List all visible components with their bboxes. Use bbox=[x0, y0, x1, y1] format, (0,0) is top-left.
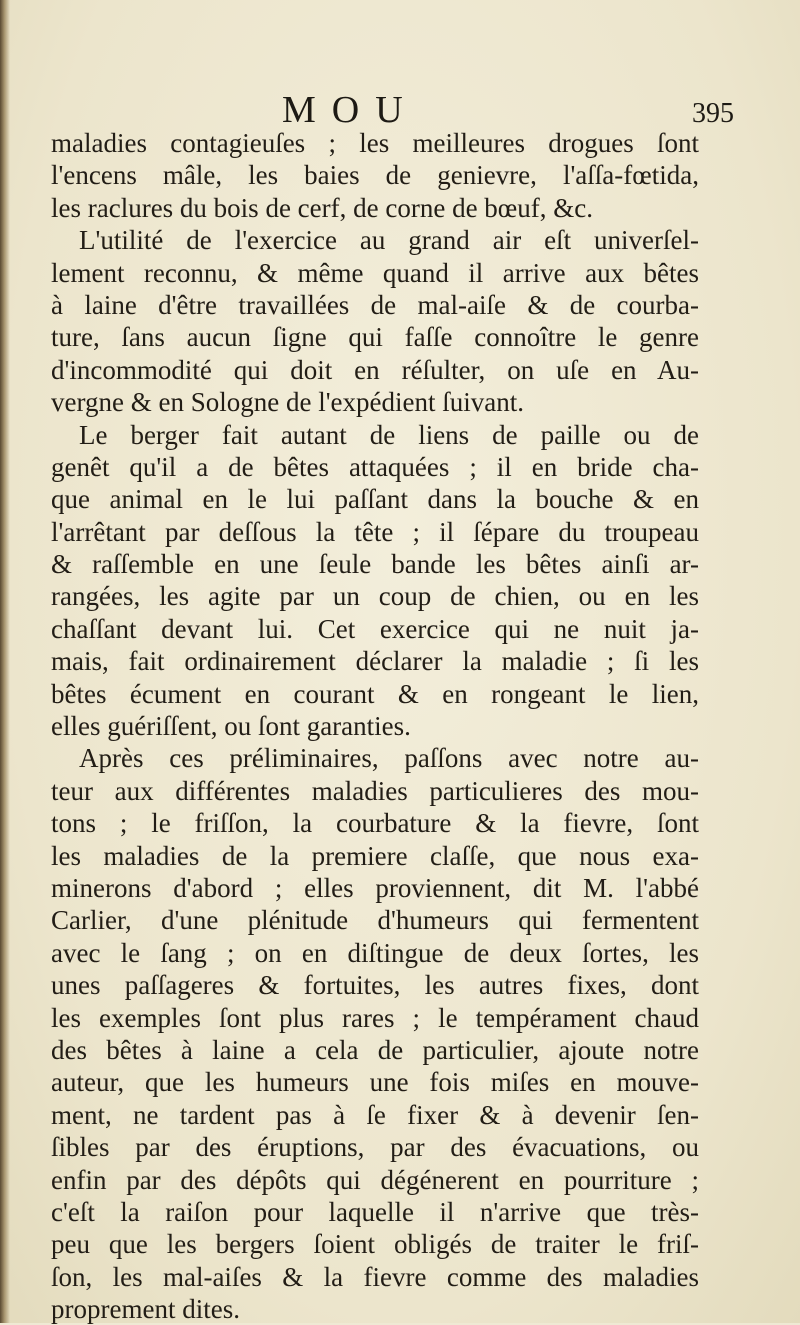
text-line: l'encens mâle, les baies de genievre, l'aſſa-fœtida, bbox=[51, 160, 699, 191]
paragraph bbox=[51, 742, 699, 1325]
text-line: ment, ne tardent pas à ſe fixer & à devenir ſen- bbox=[51, 1099, 699, 1130]
page-binding-edge bbox=[0, 0, 10, 1323]
text-line: bêtes écument en courant & en rongeant le lien, bbox=[51, 678, 699, 709]
text-line: mais, fait ordinairement déclarer la maladie ; ſi les bbox=[51, 646, 699, 677]
text-line: vergne & en Sologne de l'expédient ſuivant. bbox=[51, 387, 525, 418]
text-line: des bêtes à laine a cela de particulier, ajoute notre bbox=[51, 1034, 699, 1065]
text-line: Le berger fait autant de liens de paille ou de bbox=[79, 419, 699, 450]
text-line: c'eſt la raiſon pour laquelle il n'arrive que très- bbox=[51, 1196, 699, 1227]
text-line: lement reconnu, & même quand il arrive aux bêtes bbox=[51, 257, 699, 288]
text-line: genêt qu'il a de bêtes attaquées ; il en bride cha- bbox=[51, 451, 699, 482]
page-number: 395 bbox=[692, 98, 734, 129]
text-line: les exemples ſont plus rares ; le tempérament chaud bbox=[51, 1002, 699, 1033]
text-line: rangées, les agite par un coup de chien, ou en les bbox=[51, 581, 699, 612]
text-line: d'incommodité qui doit en réſulter, on uſe en Au- bbox=[51, 354, 699, 385]
text-line: chaſſant devant lui. Cet exercice qui ne nuit ja- bbox=[51, 613, 699, 644]
text-line: elles guériſſent, ou ſont garanties. bbox=[51, 711, 411, 742]
text-line: ſibles par des éruptions, par des évacuations, ou bbox=[51, 1132, 699, 1163]
text-line: les raclures du bois de cerf, de corne de bœuf, &c. bbox=[51, 192, 594, 223]
text-line: Carlier, d'une plénitude d'humeurs qui fermentent bbox=[51, 905, 699, 936]
body-text bbox=[51, 127, 699, 1325]
text-line: maladies contagieuſes ; les meilleures drogues ſont bbox=[51, 128, 699, 158]
text-line: Après ces préliminaires, paſſons avec notre au- bbox=[79, 743, 699, 774]
text-line: tons ; le friſſon, la courbature & la fievre, ſont bbox=[51, 808, 699, 839]
text-line: ſon, les mal-aiſes & la fievre comme des maladies bbox=[51, 1261, 699, 1292]
text-line: auteur, que les humeurs une fois miſes en mouve- bbox=[51, 1067, 699, 1098]
paragraph bbox=[51, 419, 699, 743]
text-line: l'arrêtant par deſſous la tête ; il ſépare du troupeau bbox=[51, 516, 699, 547]
paragraph bbox=[51, 224, 699, 418]
text-line: minerons d'abord ; elles proviennent, dit M. l'abbé bbox=[51, 872, 699, 903]
text-line: que animal en le lui paſſant dans la bouche & en bbox=[51, 484, 699, 515]
text-line: & raſſemble en une ſeule bande les bêtes ainſi ar- bbox=[51, 549, 699, 580]
text-line: enfin par des dépôts qui dégénerent en pourriture ; bbox=[51, 1164, 699, 1195]
text-line: peu que les bergers ſoient obligés de traiter le friſ- bbox=[51, 1229, 699, 1260]
text-line: à laine d'être travaillées de mal-aiſe & de courba- bbox=[51, 289, 699, 320]
running-head-title: MOU bbox=[282, 89, 419, 131]
text-line: unes paſſageres & fortuites, les autres fixes, dont bbox=[51, 970, 699, 1001]
text-line: ture, ſans aucun ſigne qui faſſe connoître le genre bbox=[51, 322, 699, 353]
running-head bbox=[0, 88, 800, 132]
text-line: avec le ſang ; on en diſtingue de deux ſortes, les bbox=[51, 937, 699, 968]
text-line: les maladies de la premiere claſſe, que nous exa- bbox=[51, 840, 699, 871]
text-line: proprement dites. bbox=[51, 1294, 240, 1325]
text-line: teur aux différentes maladies particulieres des mou- bbox=[51, 775, 699, 806]
text-line: L'utilité de l'exercice au grand air eſt univerſel- bbox=[79, 225, 699, 256]
paragraph bbox=[51, 127, 699, 224]
